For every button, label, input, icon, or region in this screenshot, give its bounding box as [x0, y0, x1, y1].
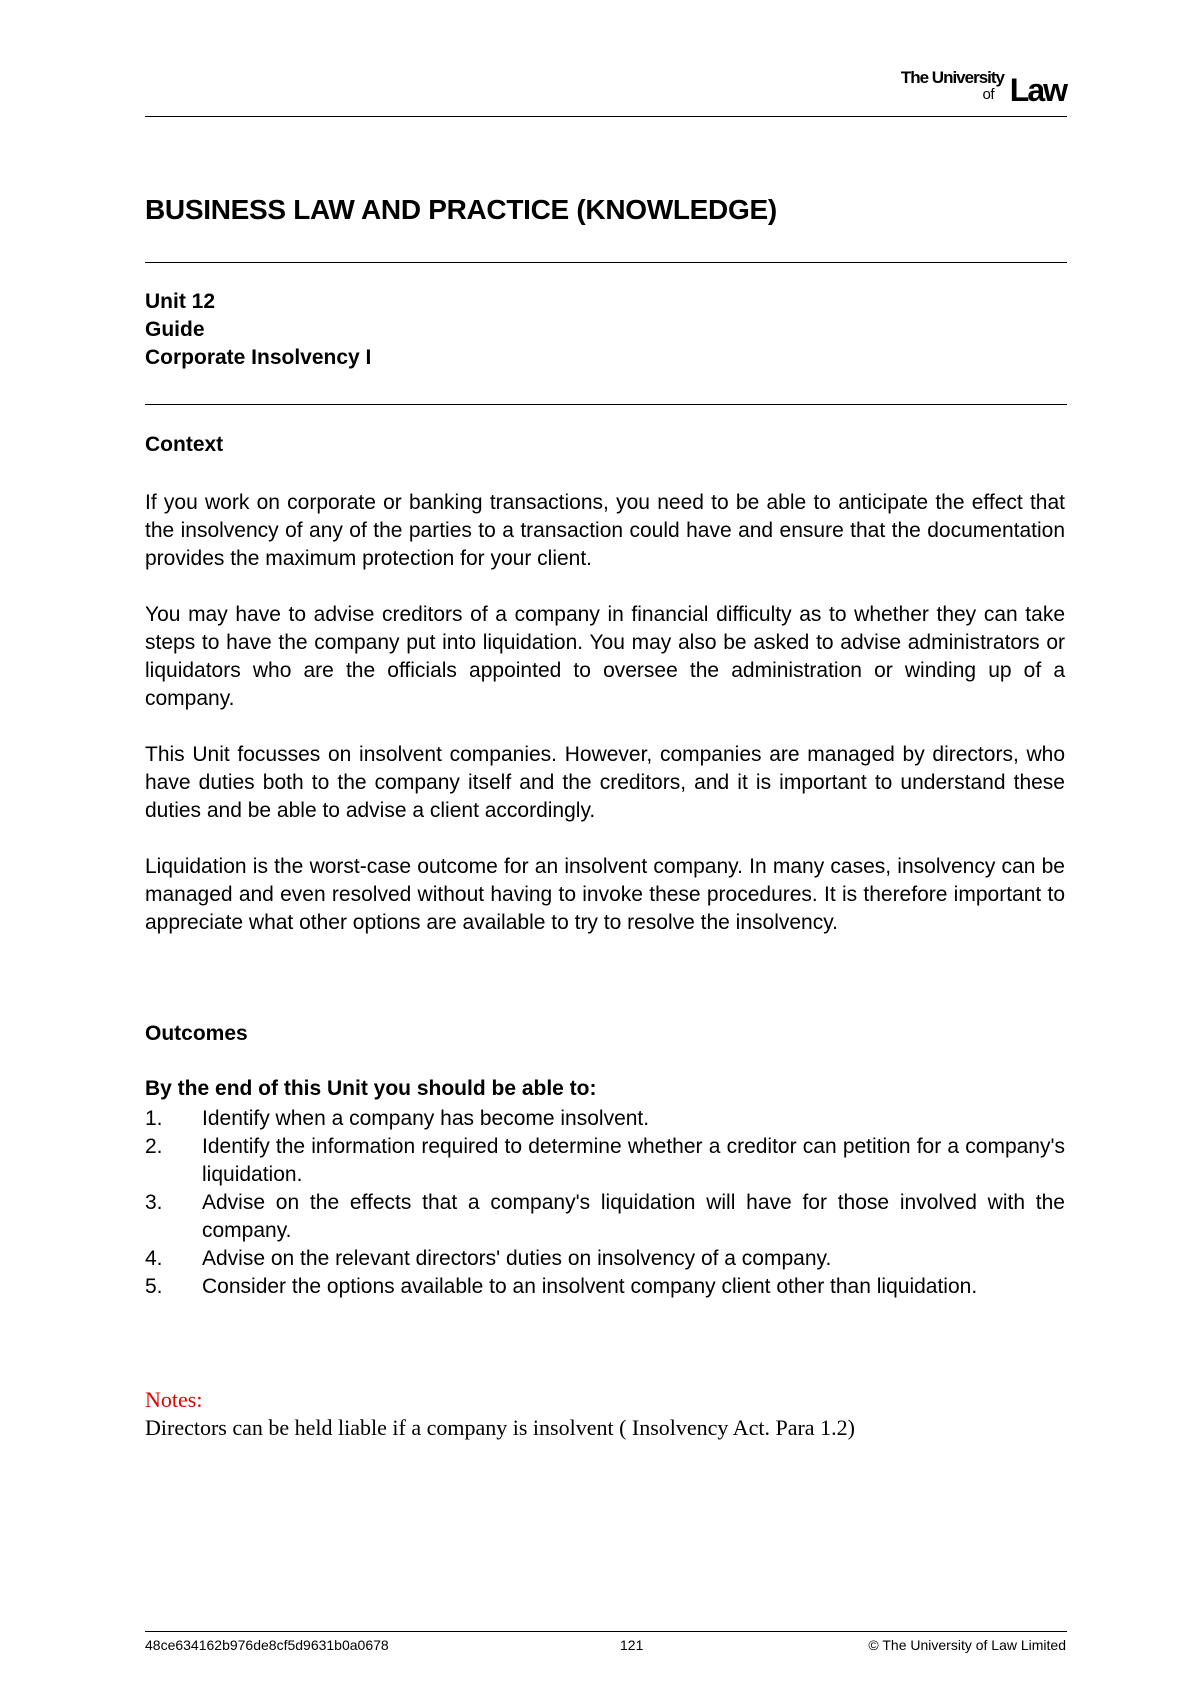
list-item-text: Identify the information required to determine whether a creditor can petition for a company's liquidation. — [202, 1135, 1065, 1186]
context-heading: Context — [145, 433, 224, 456]
logo-law: Law — [1009, 72, 1066, 108]
unit-info — [145, 288, 371, 372]
list-item-number: 3. — [145, 1191, 163, 1214]
context-paragraph-2: You may have to advise creditors of a company in financial difficulty as to whether they can take steps to have the company put into liquidation. You may also be asked to advise administrators or liquidators who are the officials appointed to oversee the administration or winding up of a company. — [145, 603, 1065, 710]
list-item-text: Advise on the relevant directors' duties on insolvency of a company. — [202, 1247, 832, 1270]
list-item — [145, 1133, 1065, 1189]
list-item-number: 4. — [145, 1247, 163, 1270]
list-item-text: Advise on the effects that a company's liquidation will have for those involved with the company. — [202, 1191, 1065, 1242]
unit-topic: Corporate Insolvency I — [145, 346, 372, 369]
outcomes-list — [145, 1105, 1065, 1301]
unit-type: Guide — [145, 318, 205, 341]
university-logo — [866, 68, 1066, 106]
notes-text: Directors can be held liable if a company is insolvent ( Insolvency Act. Para 1.2) — [145, 1415, 855, 1440]
unit-rule — [145, 404, 1067, 405]
list-item-number: 5. — [145, 1275, 163, 1298]
footer-copyright: © The University of Law Limited — [868, 1637, 1066, 1653]
unit-number: Unit 12 — [145, 290, 216, 313]
document-title: BUSINESS LAW AND PRACTICE (KNOWLEDGE) — [145, 194, 777, 225]
list-item — [145, 1189, 1065, 1245]
logo-of: of — [982, 86, 994, 103]
list-item-number: 2. — [145, 1135, 163, 1158]
footer-doc-id: 48ce634162b976de8cf5d9631b0a0678 — [145, 1637, 389, 1653]
header-rule — [145, 116, 1067, 117]
outcomes-heading: Outcomes — [145, 1022, 248, 1045]
logo-line1: The University — [900, 68, 1004, 87]
context-paragraph-4: Liquidation is the worst-case outcome for an insolvent company. In many cases, insolvency can be managed and even resolved without having to invoke these procedures. It is therefore important to appreciate what other options are available to try to resolve the insolvency. — [145, 855, 1065, 934]
footer-page-number: 121 — [620, 1637, 644, 1653]
list-item — [145, 1273, 1065, 1301]
list-item-number: 1. — [145, 1107, 163, 1130]
list-item-text: Identify when a company has become insolvent. — [202, 1107, 650, 1130]
context-paragraph-3: This Unit focusses on insolvent companies. However, companies are managed by directors, who have duties both to the company itself and the creditors, and it is important to understand these duties and be able to advise a client accordingly. — [145, 743, 1065, 822]
list-item-text: Consider the options available to an insolvent company client other than liquidation. — [202, 1275, 978, 1298]
notes-label: Notes: — [145, 1387, 203, 1412]
list-item — [145, 1105, 1065, 1133]
list-item — [145, 1245, 1065, 1273]
title-rule — [145, 262, 1067, 263]
outcomes-lead: By the end of this Unit you should be able to: — [145, 1077, 597, 1100]
footer-rule — [145, 1631, 1067, 1632]
context-paragraph-1: If you work on corporate or banking transactions, you need to be able to anticipate the effect that the insolvency of any of the parties to a transaction could have and ensure that the documentation provides the maximum protection for your client. — [145, 491, 1065, 570]
